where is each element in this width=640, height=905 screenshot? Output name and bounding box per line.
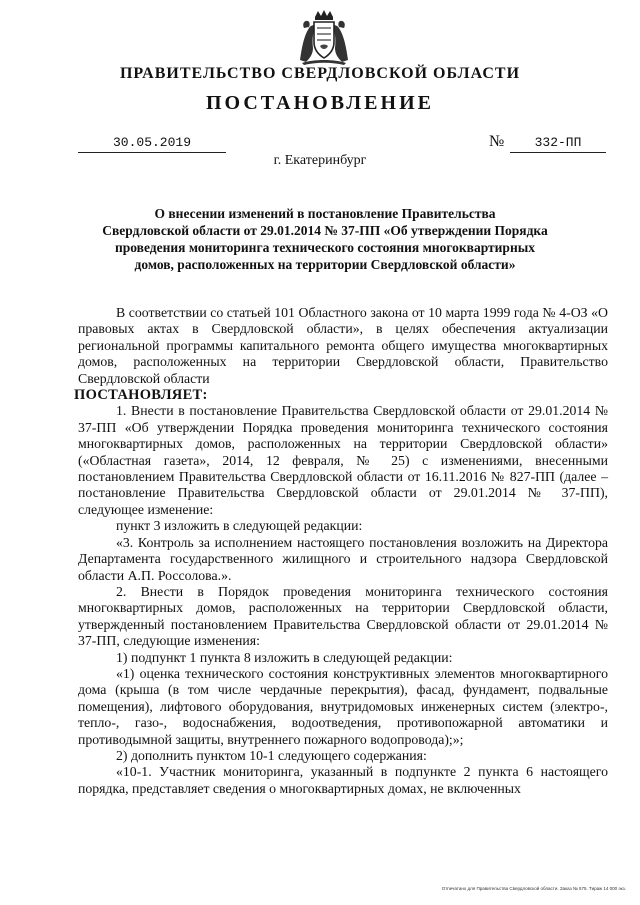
resolves-heading: ПОСТАНОВЛЯЕТ: bbox=[74, 387, 208, 404]
heading-line: О внесении изменений в постановление Правительства bbox=[154, 206, 496, 221]
heading-line: Свердловской области от 29.01.2014 № 37-ПП «Об утверждении Порядка bbox=[102, 223, 548, 238]
document-type: ПОСТАНОВЛЕНИЕ bbox=[206, 92, 434, 114]
document-body bbox=[74, 305, 608, 797]
heading-line: проведения мониторинга технического состояния многоквартирных bbox=[114, 240, 536, 255]
paragraph-1-intro: пункт 3 изложить в следующей редакции: bbox=[116, 518, 363, 534]
paragraph-2-item-2: 2) дополнить пунктом 10-1 следующего содержания: bbox=[116, 747, 427, 763]
paragraph-1: 1. Внести в постановление Правительства Свердловской области от 29.01.2014 № 37-ПП «Об утверждении Порядка проведения мониторинга технического состояния многоквартирных домов, расположенных на территории Свердловской области» («Областная газета», 2014, 12 февраля, № 25) с изменениями, внесенными постановлением Правительства Свердловской области от 16.11.2016 № 827-ПП (далее – постановление Правительства Свердловской области от 29.01.2014 № 37-ПП), следующее изменение: bbox=[78, 403, 608, 517]
paragraph-1-text: «3. Контроль за исполнением настоящего постановления возложить на Директора Департамента государственного жилищного и строительного надзора Свердловской области А.П. Россолова.». bbox=[78, 534, 608, 583]
document-heading bbox=[90, 205, 560, 273]
document-number: 332-ПП bbox=[510, 134, 606, 153]
heading-line: домов, расположенных на территории Свердловской области» bbox=[134, 257, 516, 272]
print-footer: Отпечатано для Правительства Свердловской области. Заказ № 575. Тираж 14 000 экз. bbox=[441, 886, 626, 891]
paragraph-2-item-1: 1) подпункт 1 пункта 8 изложить в следующей редакции: bbox=[116, 649, 453, 665]
city: г. Екатеринбург bbox=[273, 153, 367, 168]
paragraph-2-item-2-text: «10-1. Участник мониторинга, указанный в подпункте 2 пункта 6 настоящего порядка, представляет сведения о многоквартирных домах, не включенных bbox=[78, 764, 608, 796]
number-label: № bbox=[489, 133, 505, 150]
preamble-paragraph: В соответствии со статьей 101 Областного закона от 10 марта 1999 года № 4-ОЗ «О правовых актах в Свердловской области», в целях обеспечения актуализации региональной программы капитального ремонта общего имущества многоквартирных домов, расположенных на территории Свердловской области, Правительство Свердловской области bbox=[78, 305, 608, 386]
coat-of-arms-icon bbox=[296, 8, 352, 66]
government-title: ПРАВИТЕЛЬСТВО СВЕРДЛОВСКОЙ ОБЛАСТИ bbox=[119, 65, 521, 82]
document-date: 30.05.2019 bbox=[78, 134, 226, 153]
paragraph-2: 2. Внести в Порядок проведения мониторинга технического состояния многоквартирных домов, расположенных на территории Свердловской области, утвержденный постановлением Правительства Свердловской области от 29.01.2014 № 37-ПП, следующие изменения: bbox=[78, 583, 608, 649]
paragraph-2-item-1-text: «1) оценка технического состояния конструктивных элементов многоквартирного дома (крыша (в том числе чердачные перекрытия), фасад, фундамент, подвальные помещения), лифтового оборудования, внутридомовых инженерных систем (электро-, тепло-, газо-, водоснабжения, водоотведения, противопожарной автоматики и противодымной защиты, внутреннего пожарного водопровода);»; bbox=[78, 665, 608, 747]
